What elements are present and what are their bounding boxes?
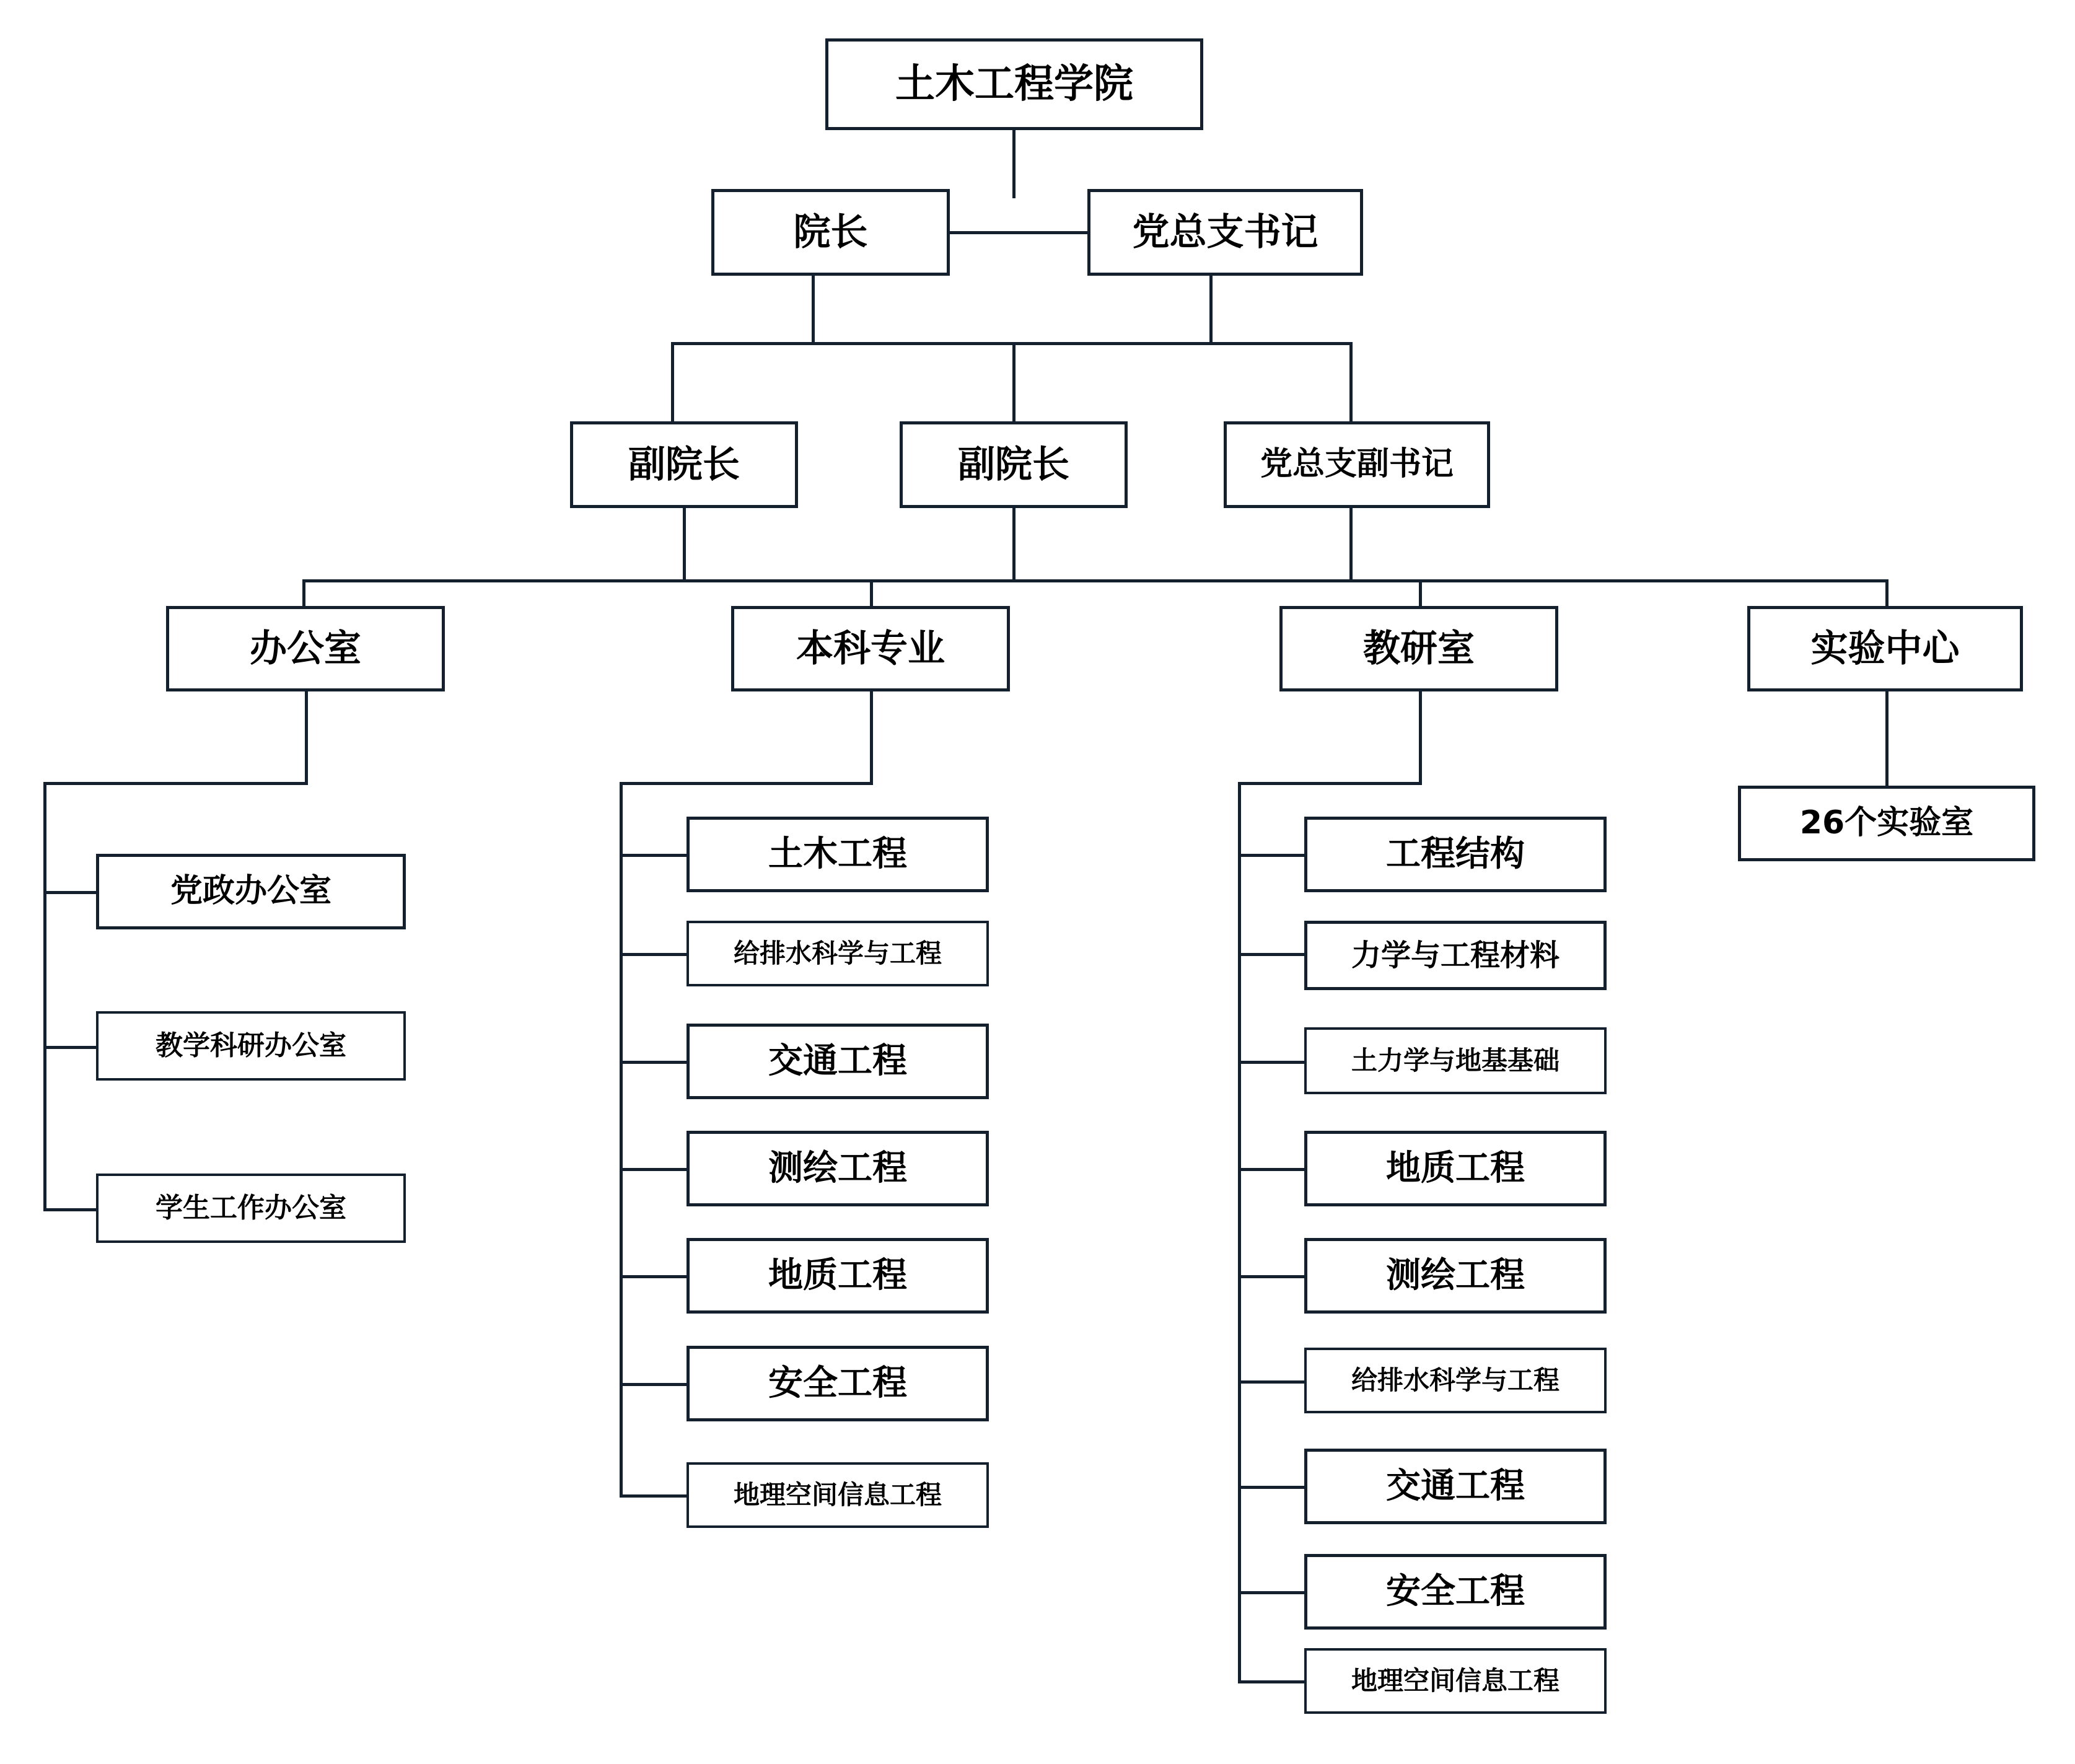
node-office[interactable]: 办公室: [166, 606, 445, 691]
node-vice-dean-1[interactable]: 副院长: [570, 421, 798, 508]
node-teaching-child-8[interactable]: 安全工程: [1304, 1554, 1607, 1630]
node-teaching-child-9[interactable]: 地理空间信息工程: [1304, 1648, 1607, 1714]
connector-vice1-down: [683, 508, 686, 581]
connector-drop-deputy: [1349, 342, 1353, 424]
node-undergrad-child-2[interactable]: 给排水科学与工程: [687, 921, 989, 986]
connector-party-down: [1209, 276, 1213, 344]
connector-teaching-child-4: [1238, 1168, 1306, 1171]
node-undergrad-child-3[interactable]: 交通工程: [687, 1024, 989, 1099]
connector-undergrad-child-4: [620, 1168, 688, 1171]
connector-drop-lab: [1885, 579, 1889, 607]
node-undergrad-child-1[interactable]: 土木工程: [687, 817, 989, 892]
node-office-child-1[interactable]: 党政办公室: [96, 854, 406, 929]
connector-teaching-child-2: [1238, 953, 1306, 956]
connector-root-down: [1012, 130, 1016, 198]
connector-teaching-child-8: [1238, 1591, 1306, 1594]
connector-drop-teaching: [1419, 579, 1422, 607]
node-lab-center[interactable]: 实验中心: [1747, 606, 2023, 691]
connector-drop-vice2: [1012, 342, 1016, 424]
connector-drop-vice1: [671, 342, 674, 424]
node-root[interactable]: 土木工程学院: [825, 38, 1203, 130]
connector-bus-level4: [302, 579, 1889, 582]
connector-teaching-child-7: [1238, 1486, 1306, 1489]
node-office-child-2[interactable]: 教学科研办公室: [96, 1011, 406, 1081]
connector-bus-level3: [671, 342, 1353, 345]
node-teaching-child-4[interactable]: 地质工程: [1304, 1131, 1607, 1206]
connector-office-turn: [43, 782, 308, 785]
connector-undergrad-child-6: [620, 1383, 688, 1386]
connector-undergrad-child-1: [620, 854, 688, 857]
connector-vice2-down: [1012, 508, 1016, 581]
node-party-secretary[interactable]: 党总支书记: [1087, 189, 1363, 276]
connector-office-stem: [305, 691, 308, 784]
connector-undergrad-turn: [620, 782, 873, 785]
connector-undergrad-stem: [870, 691, 873, 784]
node-teaching-child-2[interactable]: 力学与工程材料: [1304, 921, 1607, 990]
node-undergrad-majors[interactable]: 本科专业: [731, 606, 1010, 691]
connector-deputy-down: [1349, 508, 1353, 581]
connector-teaching-child-5: [1238, 1275, 1306, 1278]
node-undergrad-child-5[interactable]: 地质工程: [687, 1238, 989, 1314]
connector-undergrad-child-3: [620, 1061, 688, 1064]
connector-lab-stem: [1885, 691, 1889, 788]
node-teaching-child-7[interactable]: 交通工程: [1304, 1449, 1607, 1524]
connector-dean-party: [950, 231, 1087, 234]
connector-teaching-turn: [1238, 782, 1422, 785]
node-dean[interactable]: 院长: [711, 189, 950, 276]
connector-drop-office: [302, 579, 305, 607]
node-lab-child-1[interactable]: 26个实验室: [1738, 786, 2035, 861]
node-vice-dean-2[interactable]: 副院长: [900, 421, 1128, 508]
connector-office-spine: [43, 782, 46, 1209]
node-teaching-child-1[interactable]: 工程结构: [1304, 817, 1607, 892]
connector-undergrad-child-5: [620, 1275, 688, 1278]
node-office-child-3[interactable]: 学生工作办公室: [96, 1174, 406, 1243]
connector-office-child-3: [43, 1208, 98, 1211]
node-undergrad-child-7[interactable]: 地理空间信息工程: [687, 1462, 989, 1528]
connector-teaching-child-1: [1238, 854, 1306, 857]
connector-office-child-2: [43, 1046, 98, 1049]
connector-teaching-child-3: [1238, 1061, 1306, 1064]
connector-office-child-1: [43, 891, 98, 894]
connector-undergrad-child-7: [620, 1494, 688, 1498]
node-undergrad-child-6[interactable]: 安全工程: [687, 1346, 989, 1421]
connector-teaching-stem: [1419, 691, 1422, 784]
connector-drop-undergrad: [870, 579, 873, 607]
node-teaching-research[interactable]: 教研室: [1279, 606, 1558, 691]
node-deputy-party-secretary[interactable]: 党总支副书记: [1224, 421, 1490, 508]
node-teaching-child-3[interactable]: 土力学与地基基础: [1304, 1027, 1607, 1094]
connector-undergrad-child-2: [620, 953, 688, 956]
node-teaching-child-5[interactable]: 测绘工程: [1304, 1238, 1607, 1314]
node-teaching-child-6[interactable]: 给排水科学与工程: [1304, 1348, 1607, 1413]
connector-teaching-child-9: [1238, 1680, 1306, 1683]
connector-dean-down: [812, 276, 815, 344]
connector-undergrad-spine: [620, 782, 623, 1498]
connector-teaching-spine: [1238, 782, 1241, 1683]
node-undergrad-child-4[interactable]: 测绘工程: [687, 1131, 989, 1206]
connector-teaching-child-6: [1238, 1380, 1306, 1384]
